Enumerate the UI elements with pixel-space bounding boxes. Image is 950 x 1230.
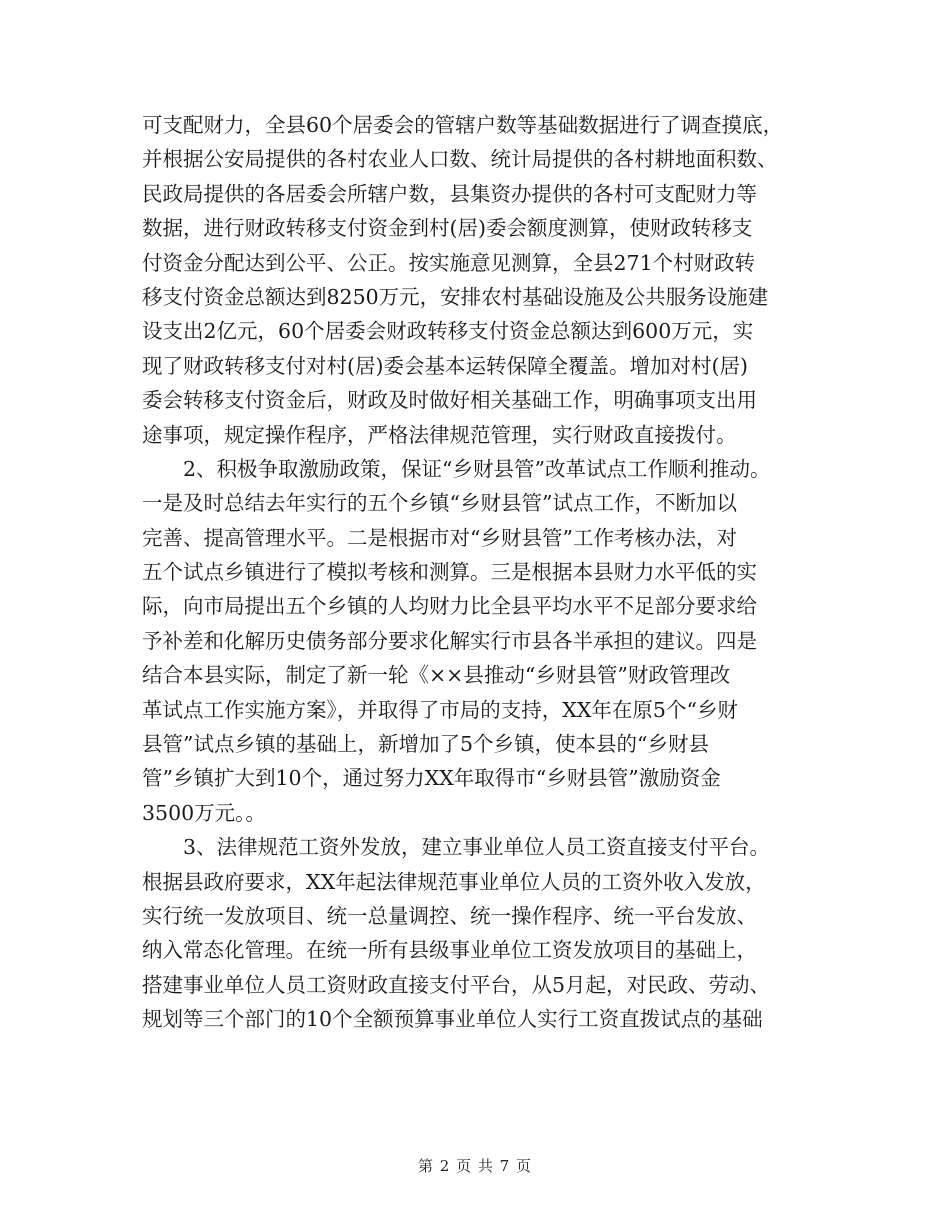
text-line: 结合本县实际，制定了新一轮《××县推动“乡财县管”财政管理改 [142, 663, 731, 688]
text-line: 付资金分配达到公平、公正。按实施意见测算，全县271个村财政转 [142, 250, 756, 275]
text-line: 根据县政府要求，XX年起法律规范事业单位人员的工资外收入发放， [142, 869, 766, 894]
text-line: 设支出2亿元，60个居委会财政转移支付资金总额达到600万元，实 [142, 319, 754, 344]
text-line: 移支付资金总额达到8250万元，安排农村基础设施及公共服务设施建 [142, 284, 769, 309]
text-line: 管”乡镇扩大到10个，通过努力XX年取得市“乡财县管”激励资金 [142, 766, 721, 791]
text-line: 五个试点乡镇进行了模拟考核和测算。三是根据本县财力水平低的实 [142, 560, 757, 585]
text-line: 可支配财力，全县60个居委会的管辖户数等基础数据进行了调查摸底， [142, 113, 784, 137]
text-line: 纳入常态化管理。在统一所有县级事业单位工资发放项目的基础上， [142, 938, 757, 963]
text-line: 县管”试点乡镇的基础上，新增加了5个乡镇，使本县的“乡财县 [142, 732, 710, 757]
text-line: 完善、提高管理水平。二是根据市对“乡财县管”工作考核办法，对 [142, 525, 737, 550]
page-footer: 第 2 页 共 7 页 [418, 1157, 532, 1175]
text-line: 2、积极争取激励政策，保证“乡财县管”改革试点工作顺利推动。 [142, 456, 771, 481]
text-line: 途事项，规定操作程序，严格法律规范管理，实行财政直接拨付。 [142, 422, 737, 447]
text-line: 现了财政转移支付对村(居)委会基本运转保障全覆盖。增加对村(居) [142, 353, 748, 378]
text-line: 予补差和化解历史债务部分要求化解实行市县各半承担的建议。四是 [142, 628, 757, 653]
text-line: 3500万元。。 [142, 800, 266, 825]
text-line: 实行统一发放项目、统一总量调控、统一操作程序、统一平台发放、 [142, 903, 757, 928]
document-body [142, 108, 822, 1037]
text-line: 际，向市局提出五个乡镇的人均财力比全县平均水平不足部分要求给 [142, 594, 757, 619]
text-line: 3、法律规范工资外发放，建立事业单位人员工资直接支付平台。 [142, 835, 771, 860]
text-line: 民政局提供的各居委会所辖户数，县集资办提供的各村可支配财力等 [142, 181, 757, 206]
text-line: 委会转移支付资金后，财政及时做好相关基础工作，明确事项支出用 [142, 388, 757, 413]
text-line: 革试点工作实施方案》，并取得了市局的支持，XX年在原5个“乡财 [142, 697, 738, 722]
text-line: 一是及时总结去年实行的五个乡镇“乡财县管”试点工作，不断加以 [142, 491, 737, 516]
text-line: 规划等三个部门的10个全额预算事业单位人实行工资直拨试点的基础 [142, 1007, 763, 1032]
text-line: 数据，进行财政转移支付资金到村(居)委会额度测算，使财政转移支 [142, 216, 753, 241]
text-line: 并根据公安局提供的各村农业人口数、统计局提供的各村耕地面积数、 [142, 147, 778, 172]
text-line: 搭建事业单位人员工资财政直接支付平台，从5月起，对民政、劳动、 [142, 972, 771, 997]
